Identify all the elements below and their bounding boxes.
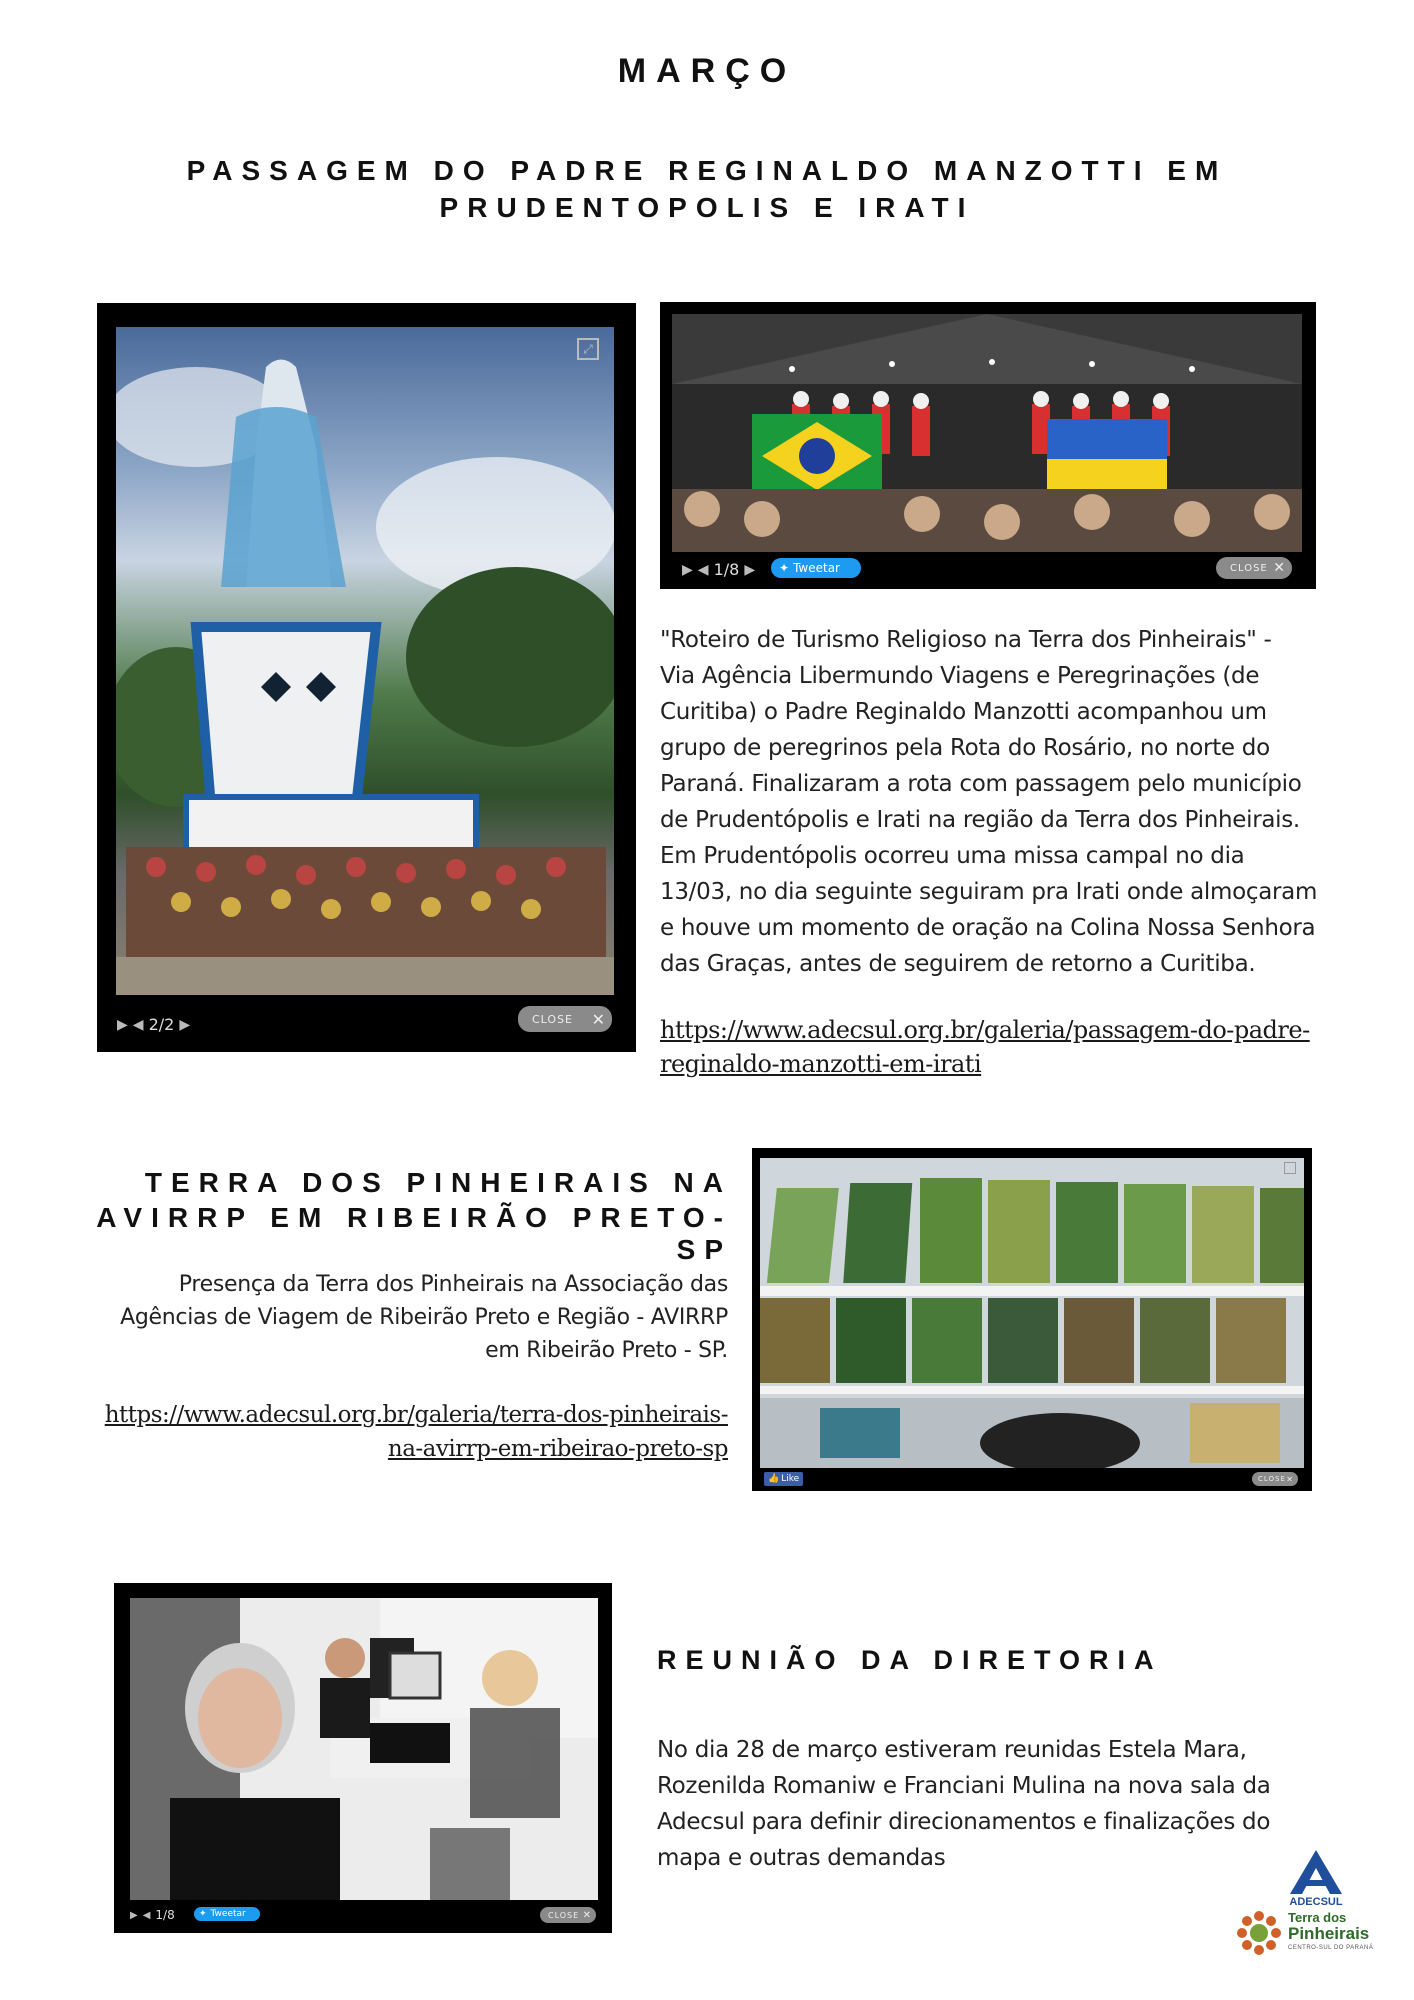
gallery-counter: 1/8	[713, 560, 740, 579]
close-label: CLOSE	[548, 1910, 580, 1920]
section2-gallery-link[interactable]	[60, 1398, 728, 1466]
paragraph-line: grupo de peregrinos pela Rota do Rosário, no norte do	[660, 735, 1270, 761]
gallery-counter: 1/8	[155, 1908, 175, 1922]
tweet-button[interactable]	[771, 558, 861, 578]
link-line[interactable]: https://www.adecsul.org.br/galeria/terra-dos-pinheirais-	[104, 1402, 728, 1428]
paragraph-line: "Roteiro de Turismo Religioso na Terra dos Pinheirais" -	[660, 627, 1272, 653]
brochures-photo-image	[760, 1158, 1304, 1468]
gallery-counter: 2/2	[148, 1015, 175, 1034]
gallery-photo-stage[interactable]	[660, 302, 1316, 589]
close-label: CLOSE	[1230, 562, 1268, 574]
month-title: MARÇO	[617, 52, 797, 90]
paragraph-line: 13/03, no dia seguinte seguiram pra Irati onde almoçaram	[660, 879, 1318, 905]
like-label: Like	[781, 1474, 800, 1484]
section1-title-line1: PASSAGEM DO PADRE REGINALDO MANZOTTI EM	[186, 155, 1228, 186]
section3-title: REUNIÃO DA DIRETORIA	[657, 1645, 1163, 1675]
adecsul-label: ADECSUL	[1289, 1896, 1343, 1908]
section2-title-line1: TERRA DOS PINHEIRAIS NA	[144, 1167, 732, 1198]
gallery-nav-controls	[682, 560, 755, 579]
prev-icon[interactable]: ◀	[697, 561, 709, 578]
paragraph-line: Rozenilda Romaniw e Franciani Mulina na nova sala da	[657, 1773, 1271, 1799]
close-button[interactable]	[1252, 1472, 1298, 1486]
stage-photo-image	[672, 314, 1302, 552]
section2-paragraph	[60, 1268, 728, 1367]
tweet-button[interactable]	[194, 1907, 260, 1921]
link-line[interactable]: https://www.adecsul.org.br/galeria/passagem-do-padre-	[660, 1016, 1310, 1044]
close-icon: ✕	[591, 1009, 606, 1029]
paragraph-line: Adecsul para definir direcionamentos e finalizações do	[657, 1809, 1271, 1835]
bird-icon: ✦	[779, 561, 790, 575]
terra-dos-label: Terra dos	[1288, 1910, 1347, 1925]
paragraph-line: Paraná. Finalizaram a rota com passagem pelo município	[660, 771, 1302, 797]
expand-icon[interactable]	[1284, 1162, 1296, 1174]
play-icon[interactable]: ▶	[682, 561, 693, 578]
close-button[interactable]	[1216, 557, 1292, 579]
meeting-photo-image	[130, 1598, 598, 1900]
link-line[interactable]: na-avirrp-em-ribeirao-preto-sp	[387, 1436, 728, 1462]
tweet-label: Tweetar	[210, 1909, 246, 1919]
gallery-photo-brochures[interactable]	[752, 1148, 1312, 1491]
expand-icon[interactable]: ⤢	[577, 338, 599, 360]
close-button[interactable]	[518, 1006, 612, 1032]
sun-flower-icon	[1236, 1910, 1282, 1956]
prev-icon[interactable]: ◀	[142, 1909, 151, 1921]
statue-photo-image	[116, 327, 614, 995]
pinheirais-label: Pinheirais	[1288, 1924, 1370, 1943]
paragraph-line: mapa e outras demandas	[657, 1845, 946, 1871]
paragraph-line: em Ribeirão Preto - SP.	[485, 1338, 728, 1363]
next-icon[interactable]: ▶	[179, 1016, 191, 1033]
paragraph-line: Curitiba) o Padre Reginaldo Manzotti acompanhou um	[660, 699, 1267, 725]
section1-paragraph	[660, 622, 1360, 982]
adecsul-a-icon	[1286, 1848, 1346, 1896]
close-button[interactable]	[540, 1907, 596, 1923]
close-label: CLOSE	[532, 1012, 574, 1026]
adecsul-logo	[1236, 1848, 1406, 1958]
paragraph-line: de Prudentópolis e Irati na região da Terra dos Pinheirais.	[660, 807, 1300, 833]
logo-subtitle: CENTRO-SUL DO PARANÁ	[1288, 1945, 1374, 1951]
paragraph-line: Em Prudentópolis ocorreu uma missa campal no dia	[660, 843, 1245, 869]
close-icon: ✕	[1273, 560, 1286, 576]
next-icon[interactable]: ▶	[744, 561, 756, 578]
paragraph-line: No dia 28 de março estiveram reunidas Estela Mara,	[657, 1737, 1247, 1763]
section1-gallery-link[interactable]	[660, 1013, 1360, 1081]
section1-title-line2: PRUDENTOPOLIS E IRATI	[439, 192, 975, 223]
paragraph-line: Presença da Terra dos Pinheirais na Associação das	[178, 1272, 728, 1297]
prev-icon[interactable]: ◀	[132, 1016, 144, 1033]
close-icon: ✕	[1286, 1474, 1294, 1484]
like-button[interactable]	[764, 1472, 803, 1486]
bird-icon: ✦	[199, 1909, 207, 1919]
gallery-nav-controls	[130, 1908, 175, 1922]
tweet-label: Tweetar	[793, 561, 840, 575]
thumbs-up-icon: 👍	[768, 1474, 780, 1484]
gallery-photo-meeting[interactable]	[114, 1583, 612, 1933]
section2-title-line2: AVIRRP EM RIBEIRÃO PRETO-SP	[96, 1202, 732, 1265]
gallery-nav-controls	[117, 1015, 190, 1034]
close-icon: ✕	[582, 1909, 592, 1921]
paragraph-line: Via Agência Libermundo Viagens e Peregrinações (de	[660, 663, 1260, 689]
close-label: CLOSE	[1258, 1475, 1286, 1483]
paragraph-line: das Graças, antes de seguirem de retorno a Curitiba.	[660, 951, 1256, 977]
play-icon[interactable]: ▶	[117, 1016, 128, 1033]
play-icon[interactable]: ▶	[130, 1909, 138, 1921]
paragraph-line: Agências de Viagem de Ribeirão Preto e Região - AVIRRP	[120, 1305, 728, 1330]
paragraph-line: e houve um momento de oração na Colina Nossa Senhora	[660, 915, 1316, 941]
gallery-photo-statue[interactable]	[97, 303, 636, 1052]
link-line[interactable]: reginaldo-manzotti-em-irati	[660, 1050, 982, 1078]
